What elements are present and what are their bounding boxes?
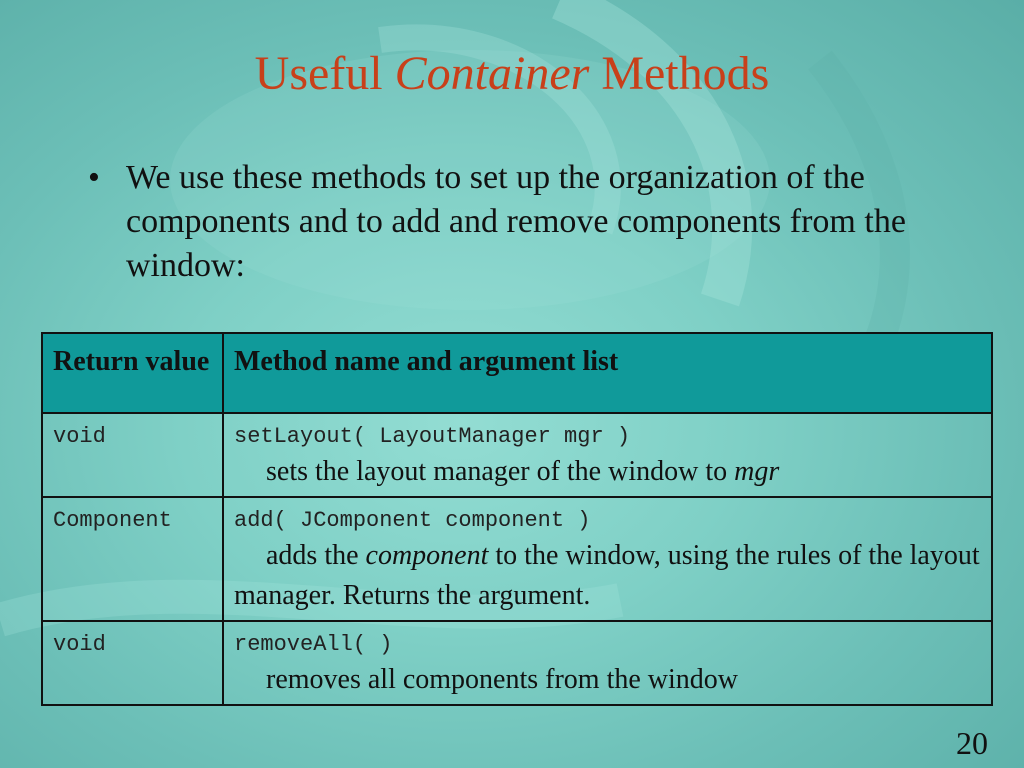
table-row — [42, 497, 992, 621]
method-cell — [223, 497, 992, 621]
title-suffix: Methods — [589, 47, 770, 100]
return-value-cell: Component — [42, 497, 223, 621]
desc-italic: mgr — [734, 456, 780, 487]
bullet-text: We use these methods to set up the organization of the components and to add and remove components from the window: — [126, 159, 906, 284]
desc-italic: component — [365, 540, 489, 571]
method-signature: removeAll( ) — [234, 632, 393, 657]
desc-text: removes all components from the window — [266, 664, 739, 695]
return-value-cell: void — [42, 413, 223, 497]
method-signature: add( JComponent component ) — [234, 508, 591, 533]
desc-text: adds the — [266, 540, 366, 571]
table-row — [42, 413, 992, 497]
table-row — [42, 621, 992, 705]
method-signature: setLayout( LayoutManager mgr ) — [234, 424, 631, 449]
method-cell — [223, 413, 992, 497]
desc-text-after: to the window, using the rules of the layout manager. Returns the argument. — [234, 540, 980, 611]
header-return-value: Return value — [42, 333, 223, 413]
desc-text: sets the layout manager of the window to — [266, 456, 735, 487]
title-prefix: Useful — [254, 47, 395, 100]
method-description — [234, 452, 981, 492]
return-value-cell: void — [42, 621, 223, 705]
method-description — [234, 660, 981, 700]
table-header-row — [42, 333, 992, 413]
bullet-item — [88, 156, 968, 288]
bullet-dot-icon: • — [88, 159, 100, 196]
method-description — [234, 536, 981, 616]
bullet-list — [88, 156, 968, 288]
methods-table — [41, 332, 993, 706]
title-italic: Container — [394, 47, 590, 100]
slide-number: 20 — [956, 725, 988, 761]
header-method: Method name and argument list — [223, 333, 992, 413]
method-cell — [223, 621, 992, 705]
slide-title — [0, 46, 1024, 102]
